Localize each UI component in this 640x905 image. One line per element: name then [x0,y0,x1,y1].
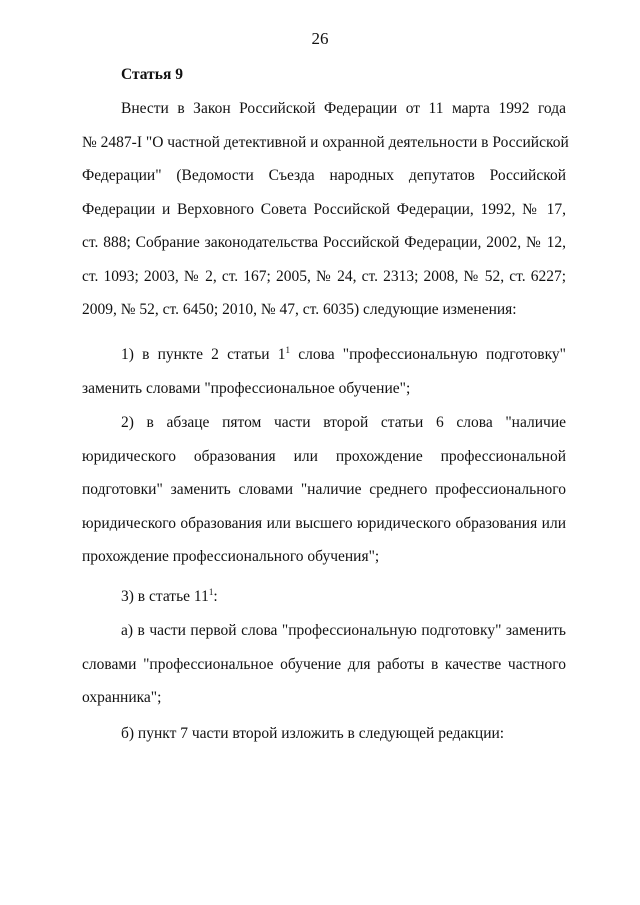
text-line: прохождение профессионального обучения"; [82,548,380,565]
text-line: ст. 1093; 2003, № 2, ст. 167; 2005, № 24, ст. 2313; 2008, № 52, ст. 6227; [82,267,566,285]
text-line: № 2487-I "О частной детективной и охранной деятельности в Российской [82,133,569,151]
superscript: 1 [285,345,291,355]
text-line: ст. 888; Собрание законодательства Российской Федерации, 2002, № 12, [82,234,566,251]
item-2-paragraph [82,406,566,574]
text-fragment: слова "профессиональную подготовку" [290,346,566,363]
text-line: 2009, № 52, ст. 6450; 2010, № 47, ст. 6035) следующие изменения: [82,301,517,318]
item-3b-paragraph [82,717,566,751]
text-line: подготовки" заменить словами "наличие среднего профессионального [82,481,566,498]
superscript: 1 [208,587,214,597]
page-number: 26 [311,29,329,48]
item-1-paragraph [82,338,566,405]
text-line: юридического образования или высшего юридического образования или [82,514,566,532]
text-line: б) пункт 7 части второй изложить в следующей редакции: [121,725,505,742]
text-line: охранника"; [82,689,162,706]
item-3a-paragraph [82,614,566,715]
article-title: Статья 9 [121,66,183,83]
text-line: а) в части первой слова "профессиональную подготовку" заменить [121,622,566,639]
text-line: заменить словами "профессиональное обучение"; [82,379,411,397]
text-line: Внести в Закон Российской Федерации от 11 марта 1992 года [121,100,566,117]
text-line [82,338,566,372]
item-3-paragraph [82,580,566,614]
text-line: словами "профессиональное обучение для работы в качестве частного [82,655,566,673]
text-fragment: 1) в пункте 2 статьи 1 [121,346,286,363]
text-fragment: 3) в статье 11 [121,588,209,605]
text-line: 2) в абзаце пятом части второй статьи 6 слова "наличие [121,414,566,431]
text-line: юридического образования или прохождение профессиональной [82,447,566,465]
text-line: Федерации и Верховного Совета Российской Федерации, 1992, № 17, [82,200,566,218]
text-line: Федерации" (Ведомости Съезда народных депутатов Российской [82,167,566,184]
text-line [82,580,566,614]
text-fragment: : [213,588,218,605]
intro-paragraph [82,92,569,327]
